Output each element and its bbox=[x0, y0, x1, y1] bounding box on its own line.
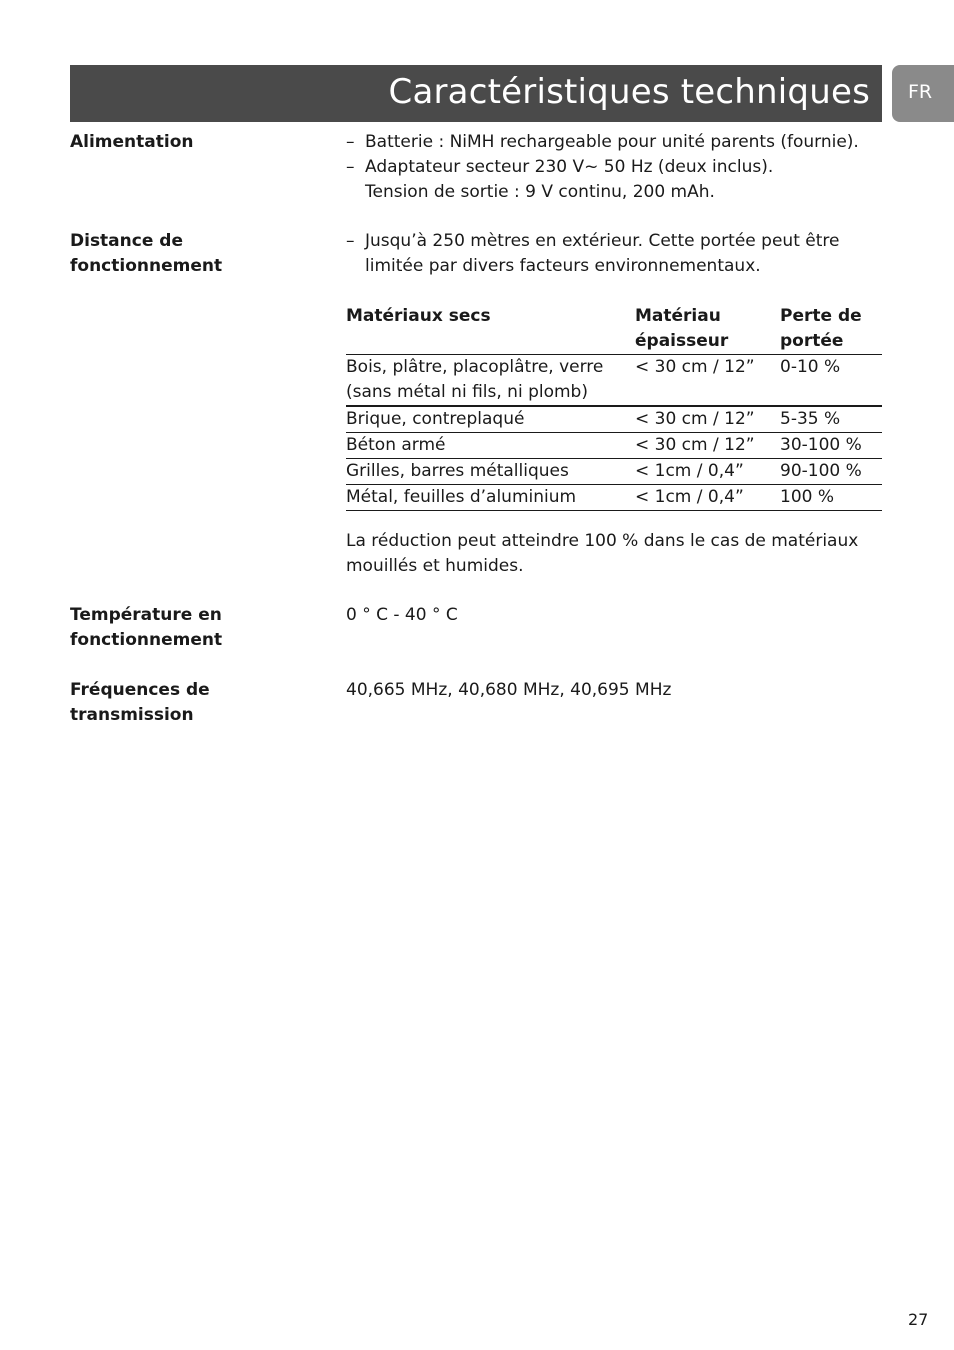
table-header-thickness: Matériau épaisseur bbox=[635, 304, 780, 355]
table-cell-thickness: < 1cm / 0,4” bbox=[635, 485, 780, 511]
table-header-loss: Perte de portée bbox=[780, 304, 882, 355]
table-cell-material: Métal, feuilles d’aluminium bbox=[346, 485, 635, 511]
range-label bbox=[70, 229, 320, 279]
table-header-row bbox=[346, 304, 882, 355]
table-cell-loss: 100 % bbox=[780, 485, 882, 511]
frequencies-label-line: transmission bbox=[70, 705, 194, 725]
temperature-label-line: fonctionnement bbox=[70, 630, 223, 650]
table-cell-loss: 5-35 % bbox=[780, 406, 882, 433]
range-item bbox=[346, 229, 846, 279]
power-item-text: Batterie : NiMH rechargeable pour unité parents (fournie). bbox=[365, 132, 859, 152]
power-item-text: Adaptateur secteur 230 V~ 50 Hz (deux inclus). bbox=[365, 157, 774, 177]
table-cell-material: Bois, plâtre, placoplâtre, verre (sans métal ni fils, ni plomb) bbox=[346, 355, 635, 407]
table-cell-loss: 30-100 % bbox=[780, 433, 882, 459]
language-code: FR bbox=[908, 81, 933, 103]
table-row bbox=[346, 355, 882, 407]
table-cell-loss: 0-10 % bbox=[780, 355, 882, 407]
temperature-label-line: Température en bbox=[70, 605, 222, 625]
frequencies-label-line: Fréquences de bbox=[70, 680, 210, 700]
materials-note: La réduction peut atteindre 100 % dans le cas de matériaux mouillés et humides. bbox=[346, 531, 859, 576]
table-cell-material: Brique, contreplaqué bbox=[346, 406, 635, 433]
title-bar bbox=[70, 65, 882, 122]
table-cell-loss: 90-100 % bbox=[780, 459, 882, 485]
power-label: Alimentation bbox=[70, 132, 194, 152]
table-row bbox=[346, 459, 882, 485]
power-item-text: Tension de sortie : 9 V continu, 200 mAh. bbox=[365, 182, 715, 202]
table-cell-thickness: < 30 cm / 12” bbox=[635, 355, 780, 407]
page-number: 27 bbox=[908, 1310, 929, 1329]
frequencies-label bbox=[70, 678, 320, 728]
range-label-line: Distance de bbox=[70, 231, 183, 251]
table-cell-thickness: < 30 cm / 12” bbox=[635, 433, 780, 459]
table-row bbox=[346, 485, 882, 511]
temperature-label bbox=[70, 603, 320, 653]
range-details bbox=[346, 229, 846, 279]
range-label-line: fonctionnement bbox=[70, 256, 223, 276]
bullet-dash: – bbox=[346, 132, 355, 152]
table-cell-thickness: < 30 cm / 12” bbox=[635, 406, 780, 433]
bullet-dash: – bbox=[346, 231, 355, 251]
temperature-value: 0 ° C - 40 ° C bbox=[346, 605, 458, 625]
table-row bbox=[346, 406, 882, 433]
table-cell-material: Béton armé bbox=[346, 433, 635, 459]
table-cell-material: Grilles, barres métalliques bbox=[346, 459, 635, 485]
table-row bbox=[346, 433, 882, 459]
page-title: Caractéristiques techniques bbox=[388, 72, 870, 112]
table-cell-thickness: < 1cm / 0,4” bbox=[635, 459, 780, 485]
materials-table bbox=[346, 304, 882, 511]
power-details bbox=[346, 130, 886, 205]
power-item-adapter bbox=[346, 155, 886, 180]
language-tab bbox=[892, 65, 954, 122]
bullet-dash: – bbox=[346, 157, 355, 177]
table-header-material: Matériaux secs bbox=[346, 304, 635, 355]
power-item-battery bbox=[346, 130, 886, 155]
range-item-text: Jusqu’à 250 mètres en extérieur. Cette portée peut être limitée par divers facteurs environnementaux. bbox=[365, 231, 840, 276]
frequencies-value: 40,665 MHz, 40,680 MHz, 40,695 MHz bbox=[346, 680, 672, 700]
power-item-output bbox=[346, 180, 886, 205]
